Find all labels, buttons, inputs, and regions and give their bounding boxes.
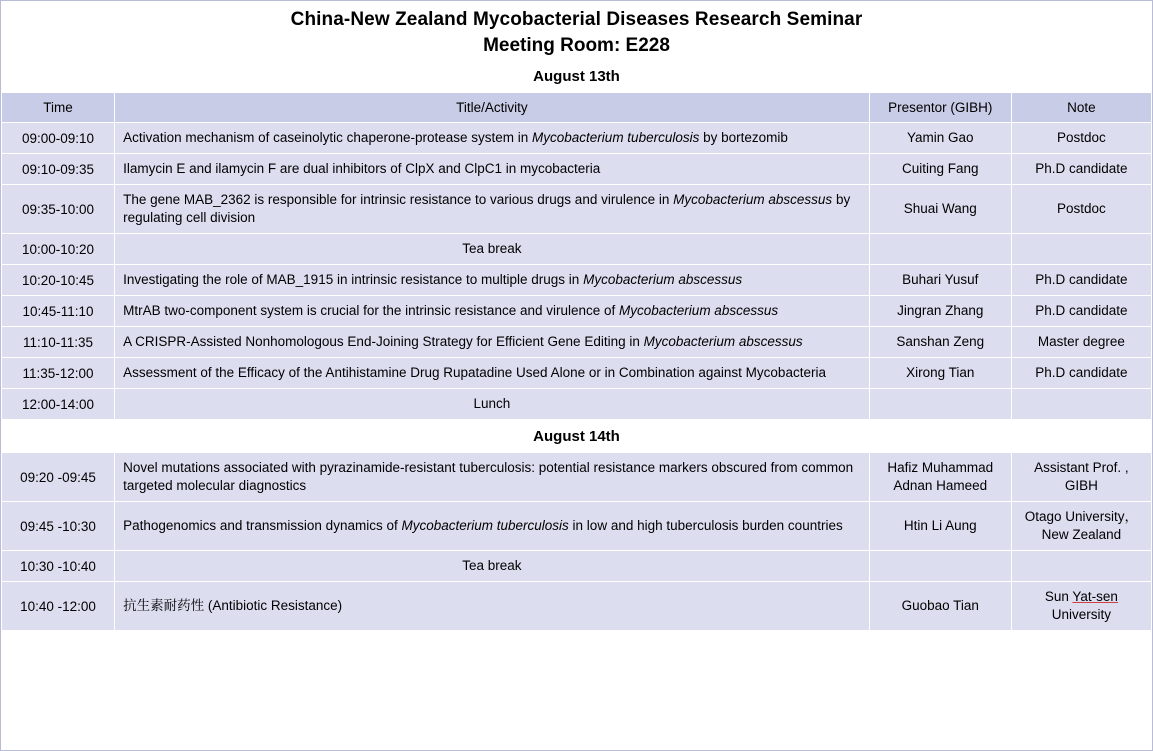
session-presenter: Jingran Zhang (869, 296, 1011, 327)
session-presenter (869, 389, 1011, 420)
session-time: 10:45-11:10 (2, 296, 115, 327)
column-header-presenter: Presentor (GIBH) (869, 93, 1011, 123)
session-presenter: Htin Li Aung (869, 502, 1011, 551)
session-title: Assessment of the Efficacy of the Antihistamine Drug Rupatadine Used Alone or in Combination against Mycobacteria (115, 358, 870, 389)
session-note (1011, 551, 1151, 582)
session-title: Novel mutations associated with pyrazinamide-resistant tuberculosis: potential resistance markers obscured from common targeted molecular diagnostics (115, 453, 870, 502)
session-time: 10:40 -12:00 (2, 582, 115, 631)
session-time: 11:35-12:00 (2, 358, 115, 389)
session-break-label: Tea break (115, 551, 870, 582)
day-header-row (2, 60, 1152, 93)
session-title: The gene MAB_2362 is responsible for intrinsic resistance to various drugs and virulence in Mycobacterium abscessus by regulating cell division (115, 185, 870, 234)
table-row (2, 453, 1152, 502)
session-title: 抗生素耐药性 (Antibiotic Resistance) (115, 582, 870, 631)
session-presenter: Hafiz Muhammad Adnan Hameed (869, 453, 1011, 502)
session-note: Sun Yat-sen University (1011, 582, 1151, 631)
session-time: 09:00-09:10 (2, 123, 115, 154)
table-row (2, 502, 1152, 551)
column-header-title: Title/Activity (115, 93, 870, 123)
session-note: Otago University，New Zealand (1011, 502, 1151, 551)
session-title: Ilamycin E and ilamycin F are dual inhibitors of ClpX and ClpC1 in mycobacteria (115, 154, 870, 185)
table-row (2, 358, 1152, 389)
session-presenter: Shuai Wang (869, 185, 1011, 234)
column-header-row (2, 93, 1152, 123)
session-note: Assistant Prof. , GIBH (1011, 453, 1151, 502)
table-row (2, 185, 1152, 234)
session-break-label: Lunch (115, 389, 870, 420)
day-header-row (2, 420, 1152, 453)
session-presenter: Guobao Tian (869, 582, 1011, 631)
column-header-time: Time (2, 93, 115, 123)
session-time: 09:45 -10:30 (2, 502, 115, 551)
session-title: Activation mechanism of caseinolytic chaperone-protease system in Mycobacterium tuberculosis by bortezomib (115, 123, 870, 154)
session-note: Postdoc (1011, 123, 1151, 154)
schedule-table (1, 59, 1152, 631)
session-title: MtrAB two-component system is crucial for the intrinsic resistance and virulence of Mycobacterium abscessus (115, 296, 870, 327)
session-note: Ph.D candidate (1011, 358, 1151, 389)
session-time: 09:35-10:00 (2, 185, 115, 234)
session-presenter: Buhari Yusuf (869, 265, 1011, 296)
table-row (2, 389, 1152, 420)
session-time: 10:00-10:20 (2, 234, 115, 265)
session-time: 12:00-14:00 (2, 389, 115, 420)
table-row (2, 123, 1152, 154)
session-time: 10:30 -10:40 (2, 551, 115, 582)
session-note: Ph.D candidate (1011, 154, 1151, 185)
table-row (2, 582, 1152, 631)
session-note: Ph.D candidate (1011, 296, 1151, 327)
session-time: 09:20 -09:45 (2, 453, 115, 502)
session-title: A CRISPR-Assisted Nonhomologous End-Joining Strategy for Efficient Gene Editing in Mycobacterium abscessus (115, 327, 870, 358)
table-row (2, 234, 1152, 265)
session-presenter: Yamin Gao (869, 123, 1011, 154)
session-note: Master degree (1011, 327, 1151, 358)
session-break-label: Tea break (115, 234, 870, 265)
meeting-room: Meeting Room: E228 (483, 35, 670, 56)
session-presenter: Sanshan Zeng (869, 327, 1011, 358)
table-row (2, 327, 1152, 358)
session-title: Investigating the role of MAB_1915 in intrinsic resistance to multiple drugs in Mycobacterium abscessus (115, 265, 870, 296)
session-presenter: Xirong Tian (869, 358, 1011, 389)
session-time: 10:20-10:45 (2, 265, 115, 296)
day-label: August 14th (2, 420, 1152, 453)
day-label: August 13th (2, 60, 1152, 93)
column-header-note: Note (1011, 93, 1151, 123)
session-time: 09:10-09:35 (2, 154, 115, 185)
table-row (2, 154, 1152, 185)
page-title: China-New Zealand Mycobacterial Diseases Research Seminar (290, 9, 863, 30)
session-time: 11:10-11:35 (2, 327, 115, 358)
session-title: Pathogenomics and transmission dynamics of Mycobacterium tuberculosis in low and high tuberculosis burden countries (115, 502, 870, 551)
table-row (2, 551, 1152, 582)
table-row (2, 296, 1152, 327)
page-header (1, 1, 1152, 59)
table-row (2, 265, 1152, 296)
session-note (1011, 234, 1151, 265)
session-note (1011, 389, 1151, 420)
session-presenter (869, 234, 1011, 265)
session-note: Ph.D candidate (1011, 265, 1151, 296)
session-presenter (869, 551, 1011, 582)
session-presenter: Cuiting Fang (869, 154, 1011, 185)
session-note: Postdoc (1011, 185, 1151, 234)
